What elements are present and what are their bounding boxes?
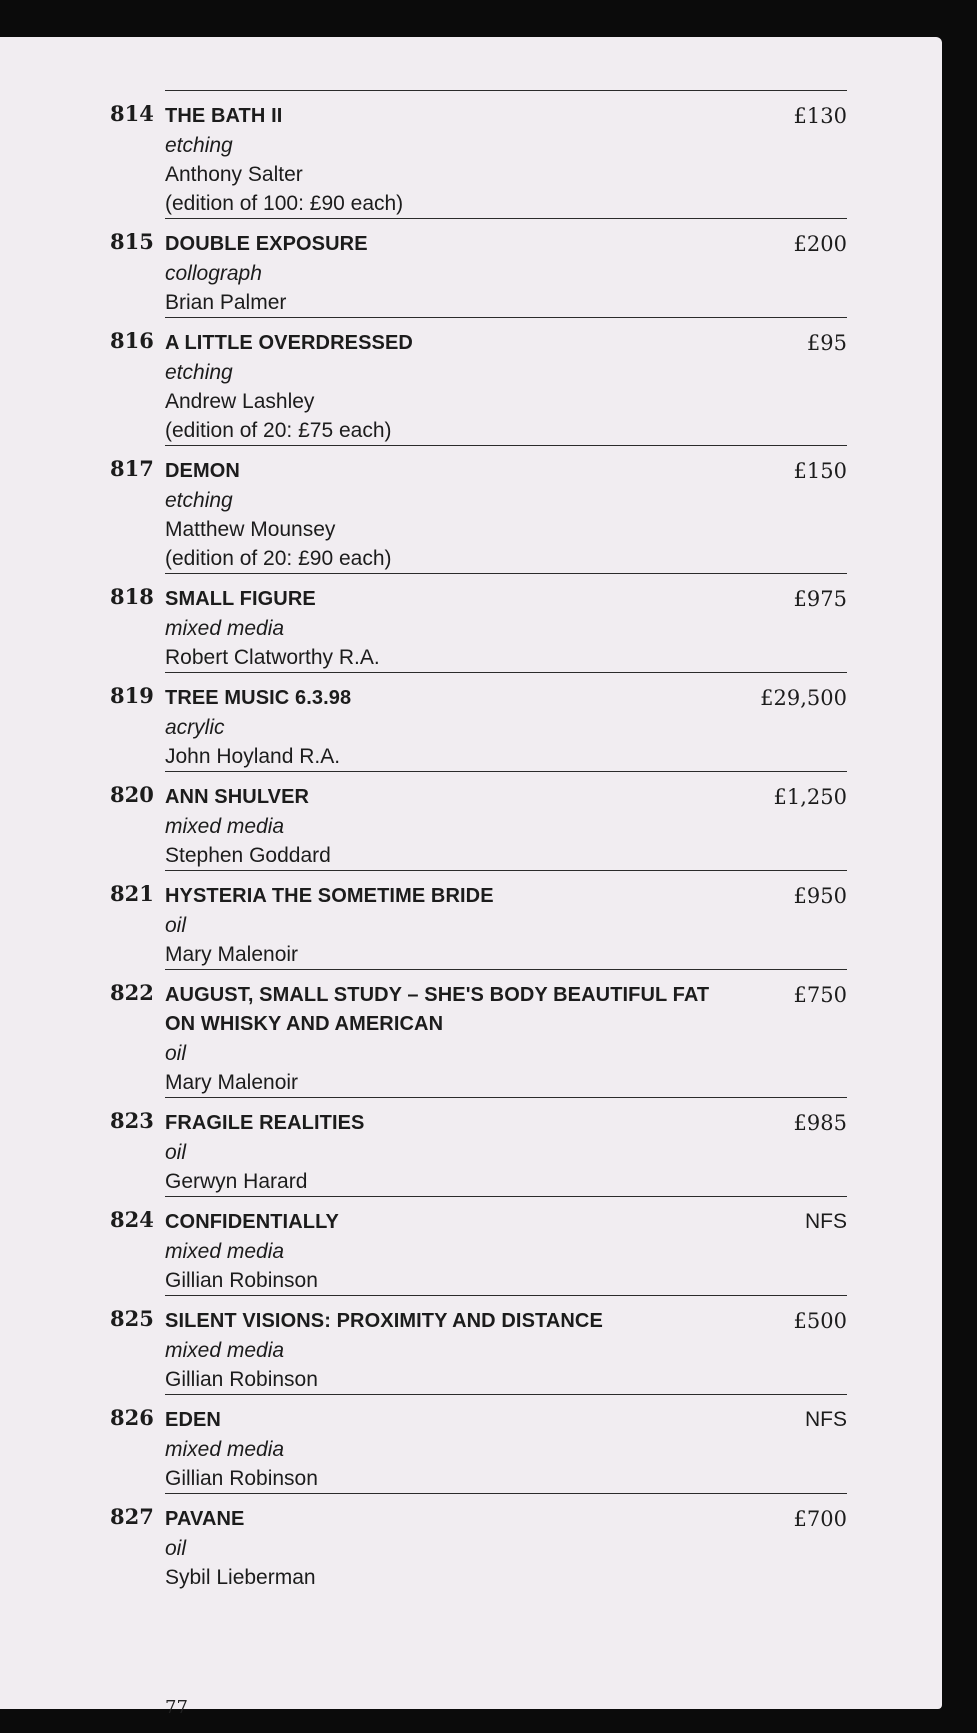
entry-edition: (edition of 100: £90 each): [165, 192, 404, 215]
entry-artist: Gerwyn Harard: [165, 1170, 308, 1193]
entry-price: £1,250: [773, 785, 847, 809]
entry-artist: Gillian Robinson: [165, 1269, 318, 1292]
entry-artist: Anthony Salter: [165, 163, 303, 186]
entry-price: £95: [806, 331, 847, 355]
entry-medium: etching: [165, 489, 233, 512]
catalogue-entry: [110, 445, 847, 573]
entry-number: 821: [110, 881, 154, 906]
catalogue-page: [0, 37, 942, 1718]
entry-artist: Gillian Robinson: [165, 1368, 318, 1391]
entry-title: CONFIDENTIALLY: [165, 1211, 339, 1233]
entry-price: NFS: [805, 1210, 847, 1233]
catalogue-entry: [110, 1295, 847, 1394]
entry-medium: etching: [165, 134, 233, 157]
entry-title: DOUBLE EXPOSURE: [165, 233, 368, 255]
entry-number: 816: [110, 328, 154, 353]
entry-artist: Matthew Mounsey: [165, 518, 336, 541]
entry-edition: (edition of 20: £75 each): [165, 419, 392, 442]
entry-medium: mixed media: [165, 1339, 285, 1362]
catalogue-list: [0, 90, 847, 1592]
catalogue-entry: [110, 1097, 847, 1196]
entry-title: SMALL FIGURE: [165, 588, 316, 610]
entry-price: £130: [793, 104, 847, 128]
entry-title: THE BATH II: [165, 105, 283, 127]
catalogue-entry: [110, 1493, 847, 1592]
entry-medium: etching: [165, 361, 233, 384]
catalogue-entry: [110, 1196, 847, 1295]
entry-artist: Stephen Goddard: [165, 844, 331, 867]
entry-artist: Robert Clatworthy R.A.: [165, 646, 380, 669]
entry-price: £950: [793, 884, 847, 908]
entry-medium: acrylic: [165, 716, 225, 739]
entry-price: £150: [793, 459, 847, 483]
entry-price: £750: [793, 983, 847, 1007]
entry-artist: Sybil Lieberman: [165, 1566, 316, 1589]
entry-artist: Brian Palmer: [165, 291, 287, 314]
entry-title: AUGUST, SMALL STUDY – SHE'S BODY BEAUTIFUL FAT ON WHISKY AND AMERICAN: [165, 984, 710, 1035]
entry-medium: oil: [165, 1042, 187, 1065]
entry-number: 825: [110, 1306, 154, 1331]
entry-price: £200: [793, 232, 847, 256]
entry-medium: oil: [165, 914, 187, 937]
catalogue-entry: [110, 969, 847, 1097]
entry-number: 815: [110, 229, 154, 254]
entry-medium: mixed media: [165, 617, 285, 640]
catalogue-entry: [110, 218, 847, 317]
catalogue-entry: [110, 317, 847, 445]
entry-price: £29,500: [760, 686, 847, 710]
entry-medium: collograph: [165, 262, 262, 285]
entry-medium: oil: [165, 1537, 187, 1560]
entry-title: EDEN: [165, 1409, 221, 1431]
entry-artist: Andrew Lashley: [165, 390, 315, 413]
entry-price: NFS: [805, 1408, 847, 1431]
entry-artist: John Hoyland R.A.: [165, 745, 341, 768]
entry-medium: mixed media: [165, 815, 285, 838]
entry-artist: Mary Malenoir: [165, 943, 299, 966]
entry-number: 824: [110, 1207, 154, 1232]
entry-number: 823: [110, 1108, 154, 1133]
entry-title: SILENT VISIONS: PROXIMITY AND DISTANCE: [165, 1310, 603, 1332]
entry-artist: Gillian Robinson: [165, 1467, 318, 1490]
entry-edition: (edition of 20: £90 each): [165, 547, 392, 570]
entry-title: ANN SHULVER: [165, 786, 310, 808]
entry-number: 817: [110, 456, 154, 481]
catalogue-entry: [110, 573, 847, 672]
entry-number: 820: [110, 782, 154, 807]
catalogue-entry: [110, 870, 847, 969]
entry-number: 827: [110, 1504, 154, 1529]
page-number: 77: [165, 1697, 188, 1718]
entry-medium: mixed media: [165, 1438, 285, 1461]
entry-medium: oil: [165, 1141, 187, 1164]
entry-title: PAVANE: [165, 1508, 245, 1530]
entry-number: 822: [110, 980, 154, 1005]
entry-price: £500: [793, 1309, 847, 1333]
entry-price: £700: [793, 1507, 847, 1531]
entry-price: £985: [793, 1111, 847, 1135]
catalogue-entry: [110, 771, 847, 870]
entry-title: TREE MUSIC 6.3.98: [165, 687, 352, 709]
entry-number: 819: [110, 683, 154, 708]
entry-price: £975: [793, 587, 847, 611]
entry-number: 826: [110, 1405, 154, 1430]
entry-title: FRAGILE REALITIES: [165, 1112, 365, 1134]
entry-title: DEMON: [165, 460, 240, 482]
entry-number: 818: [110, 584, 154, 609]
catalogue-entry: [110, 1394, 847, 1493]
catalogue-entry: [110, 90, 847, 218]
catalogue-entry: [110, 672, 847, 771]
entry-medium: mixed media: [165, 1240, 285, 1263]
entry-artist: Mary Malenoir: [165, 1071, 299, 1094]
entry-number: 814: [110, 101, 154, 126]
entry-title: HYSTERIA THE SOMETIME BRIDE: [165, 885, 494, 907]
entry-title: A LITTLE OVERDRESSED: [165, 332, 413, 354]
